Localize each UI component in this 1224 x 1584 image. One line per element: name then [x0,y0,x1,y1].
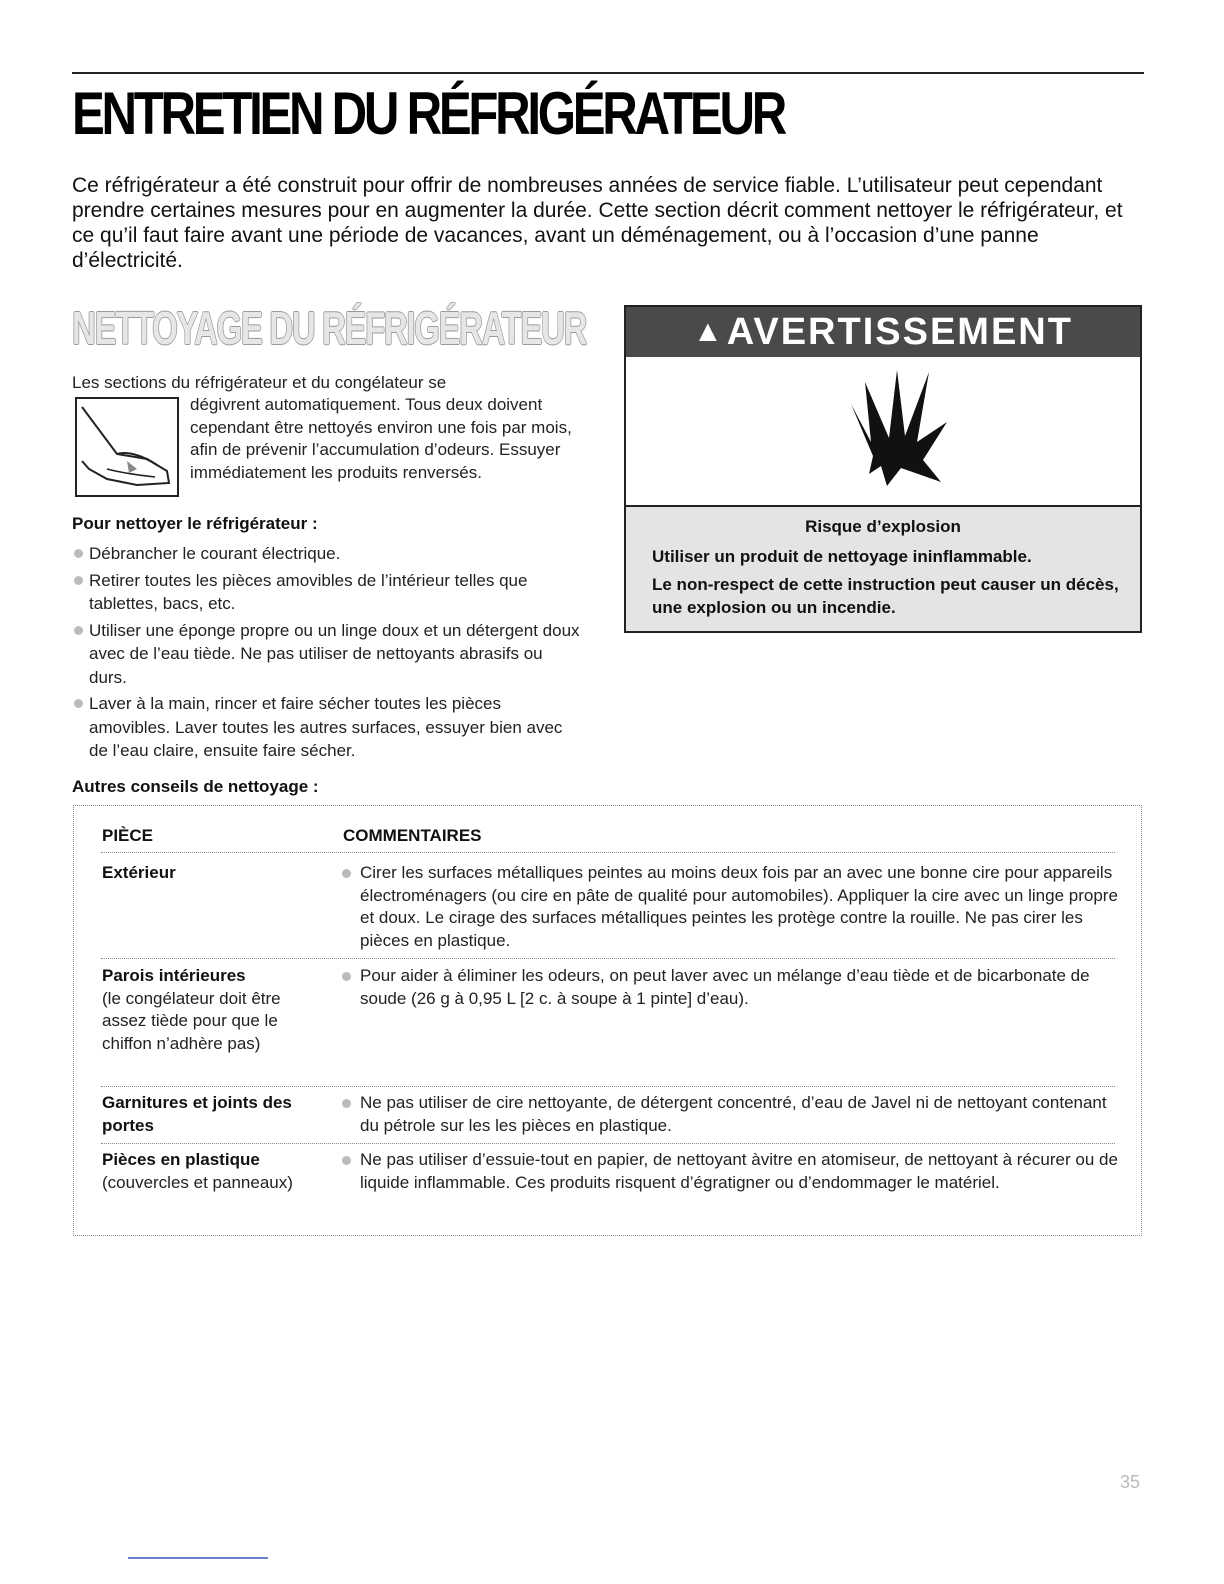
warning-line2: Le non-respect de cette instruction peut causer un décès, une explosion ou un incendie. [652,575,1119,617]
warning-box [624,305,1142,633]
clean-heading: Pour nettoyer le réfrigérateur : [72,514,318,533]
list-item: Utiliser une éponge propre ou un linge doux et un détergent doux avec de l’eau tiède. Ne pas utiliser de nettoyants abrasifs ou durs. [72,619,582,690]
clean-steps-list [72,542,582,766]
warning-header: ▲ AVERTISSEMENT [626,307,1140,357]
row-divider [101,1143,1115,1144]
row-divider [101,1086,1115,1087]
page-number: 35 [1120,1472,1141,1492]
column-header-piece: PIÈCE [102,826,154,845]
top-rule [72,72,1144,74]
list-item: Laver à la main, rincer et faire sécher toutes les pièces amovibles. Laver toutes les autres surfaces, essuyer bien avec de l’eau claire, ensuite faire sécher. [72,692,582,763]
wiping-hand-illustration [75,397,179,497]
section-title: NETTOYAGE DU RÉFRIGÉRATEUR [72,302,587,354]
row-divider [101,958,1115,959]
table-row-comment: Pour aider à éliminer les odeurs, on peut laver avec un mélange d’eau tiède et de bicarbonate de soude (26 g à 0,95 L [2 c. à soupe à 1 pinte] d’eau). [340,965,1130,1010]
table-row-comment: Ne pas utiliser d’essuie-tout en papier, de nettoyant àvitre en atomiseur, de nettoyant à récurer ou de liquide inflammable. Ces produits risquent d’égratigner ou d’endommager le matériel. [340,1149,1130,1194]
table-row-comment: Cirer les surfaces métalliques peintes au moins deux fois par an avec une bonne cire pour appareils électroménagers (ou cire en pâte de qualité pour automobiles). Appliquer la cire avec un linge propre et doux. Le cirage des surfaces métalliques peintes les protège contre la rouille. Ne pas cirer les pièces en plastique. [340,862,1130,952]
table-row-piece: Pièces en plastique (couvercles et panneaux) [102,1150,293,1192]
footer-line [128,1557,268,1559]
column-header-comments: COMMENTAIRES [343,826,482,845]
warning-risk: Risque d’explosion [805,517,961,536]
warning-body [626,505,1140,631]
row-divider [101,852,1115,853]
warning-line1: Utiliser un produit de nettoyage ininflammable. [652,547,1032,566]
cleaning-intro-line: Les sections du réfrigérateur et du congélateur se [72,373,447,392]
table-row-piece: Parois intérieures (le congélateur doit être assez tiède pour que le chiffon n’adhère pas) [102,966,281,1053]
other-tips-heading: Autres conseils de nettoyage : [72,777,319,796]
cleaning-intro-text: dégivrent automatiquement. Tous deux doivent cependant être nettoyés environ une fois par mois, afin de prévenir l’accumulation d’odeurs. Essuyer immédiatement les produits renversés. [190,395,572,482]
list-item: Débrancher le courant électrique. [72,542,582,566]
explosion-icon [831,362,961,492]
table-row-piece: Garnitures et joints des portes [102,1093,292,1135]
table-row-comment: Ne pas utiliser de cire nettoyante, de détergent concentré, d’eau de Javel ni de nettoyant contenant du pétrole sur les les pièces en plastique. [340,1092,1130,1137]
page-title: ENTRETIEN DU RÉFRIGÉRATEUR [72,80,784,147]
warning-triangle-icon: ▲ [693,315,723,348]
intro-paragraph: Ce réfrigérateur a été construit pour offrir de nombreuses années de service fiable. L’utilisateur peut cependant prendre certaines mesures pour en augmenter la durée. Cette section décrit comment nettoyer le réfrigérateur, et ce qu’il faut faire avant une période de vacances, avant un déménagement, ou à l’occasion d’une panne d’électricité. [72,174,1123,272]
list-item: Retirer toutes les pièces amovibles de l’intérieur telles que tablettes, bacs, etc. [72,569,582,616]
table-row-piece: Extérieur [102,863,176,882]
cleaning-table [73,805,1142,1236]
